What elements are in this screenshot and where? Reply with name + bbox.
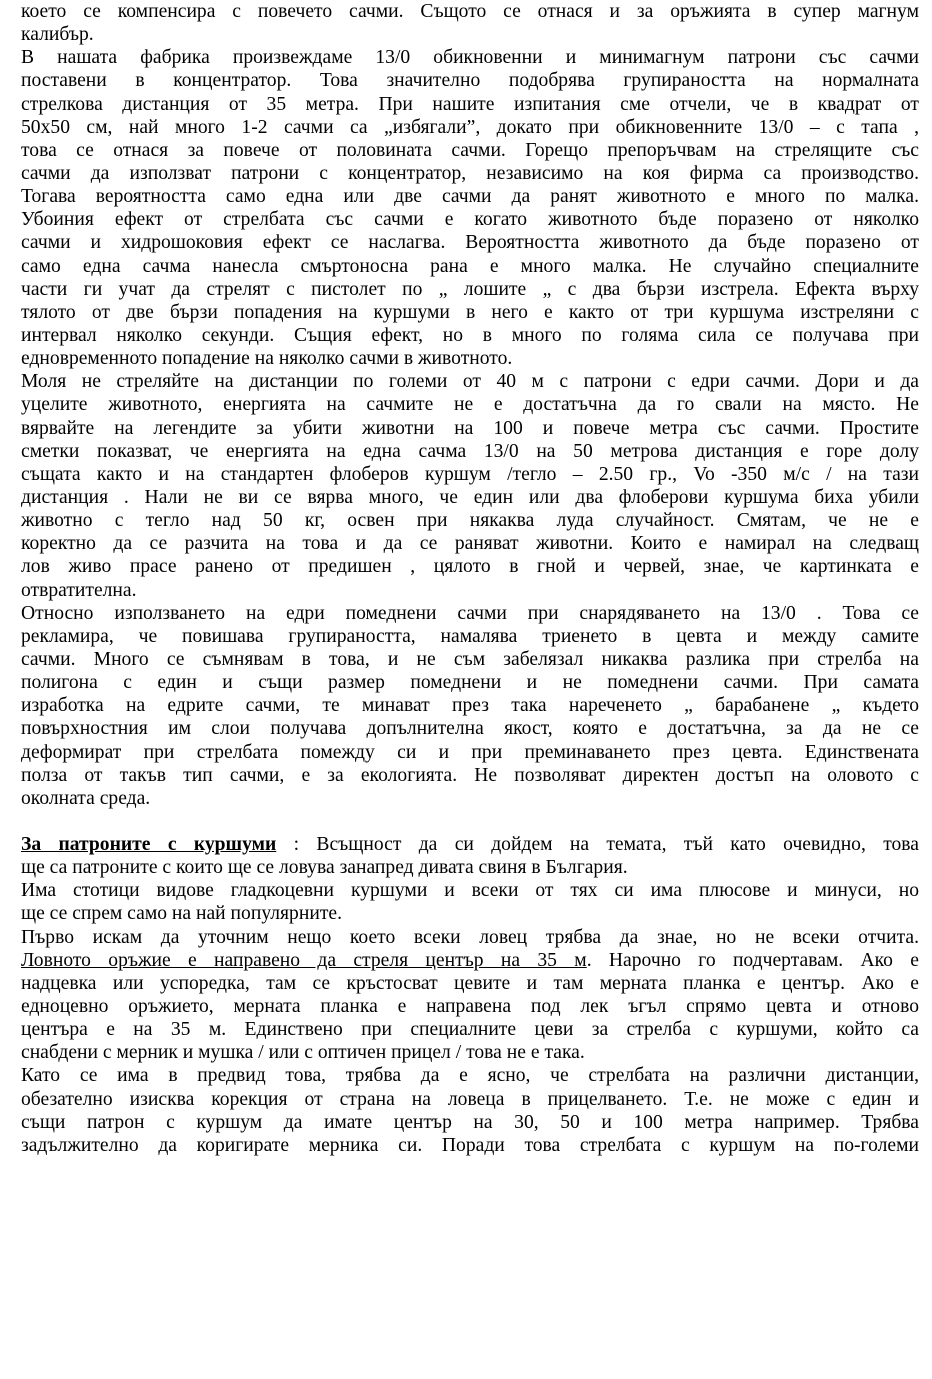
text-line: обезателно изисква корекция от страна на ловеца в прицелването. Т.е. не може с един и: [21, 1088, 919, 1110]
text-line: което се компенсира с повечето сачми. Същото се отнася и за оръжията в супер магнум: [21, 1, 919, 22]
text-line: стрелкова дистанция от 35 метра. При нашите изпитания сме отчели, че в квадрат от: [21, 93, 919, 115]
text-line: Относно използването на едри помеднени сачми при снарядяването на 13/0 . Това се: [21, 602, 919, 624]
text-line: [21, 833, 919, 856]
text-line: центъра е на 35 м. Единствено при специалните цеви за стрелба с куршуми, който са: [21, 1019, 919, 1041]
text-line: рекламира, че повишава групираността, намалява триенето в цевта и между самите: [21, 625, 919, 647]
paragraph-4: [21, 602, 919, 810]
text-line: коректно да се разчита на това и да се раняват животни. Които е намирал на следващ: [21, 533, 919, 555]
text-line: деформират при стрелбата помежду си и при преминаването през цевта. Единствената: [21, 741, 919, 763]
text-line: Убоиния ефект от стрелбата със сачми е когато животното бъде поразено от няколко: [21, 209, 919, 231]
text-line: сачми да използват патрони с концентратор, независимо на коя фирма са производство.: [21, 162, 919, 184]
text-line: сачми и хидрошоковия ефект се наслагва. Вероятността животното да бъде поразено от: [21, 232, 919, 254]
underlined-statement: Ловното оръжие е направено да стреля център на 35 м: [21, 949, 587, 971]
text-line: отвратителна.: [21, 579, 137, 601]
text-line: Като се има в предвид това, трябва да е ясно, че стрелбата на различни дистанции,: [21, 1065, 919, 1087]
text-line: това се отнася за повече от половината сачми. Горещо препоръчвам на стрелящите със: [21, 139, 919, 161]
paragraph-8: [21, 1064, 919, 1157]
blank-line: [21, 810, 919, 833]
text-line: полза от такъв тип сачми, е за екологията. Не позволяват директен достъп на оловото с: [21, 764, 919, 786]
section-heading: За патроните с куршуми: [21, 834, 277, 856]
text-line: части ги учат да стрелят с пистолет по „ лошите „ с два бързи изстрела. Ефекта върху: [21, 278, 919, 300]
text-line: 50х50 см, най много 1-2 сачми са „избягали”, докато при обикновенните 13/0 – с тапа ,: [21, 116, 919, 138]
text-line: повърхностния им слои получава допълнителна якост, която е достатъчна, за да не се: [21, 718, 919, 740]
text-line: снабдени с мерник и мушка / или с оптичен прицел / това не е така.: [21, 1042, 585, 1064]
text-line: поставени в концентратор. Това значително подобрява групираността на нормалната: [21, 70, 919, 92]
text-line: полигона с един и същи размер помеднени и не помеднени сачми. При самата: [21, 672, 919, 694]
text-line: Първо искам да уточним нещо което всеки ловец трябва да знае, но не всеки отчита.: [21, 926, 919, 948]
document-page: [21, 0, 919, 1157]
text-line: [21, 949, 919, 972]
text-line: тялото от две бързи попадения на куршуми в него е както от три куршума изстреляни с: [21, 301, 919, 323]
paragraph-7: [21, 926, 919, 1065]
text-line: едновременното попадение на няколко сачми в животното.: [21, 348, 513, 370]
paragraph-6: [21, 879, 919, 925]
text-line: Моля не стреляйте на дистанции по големи от 40 м с патрони с едри сачми. Дори и да: [21, 371, 919, 393]
text-line: животно с тегло над 50 кг, освен при някаква луда случайност. Смятам, че не е: [21, 510, 919, 532]
text-span: . Нарочно го подчертавам. Ако е: [586, 949, 919, 971]
paragraph-3: [21, 370, 919, 601]
text-line: уцелите животното, енергията на сачмите не е достатъчна да го свали на място. Не: [21, 394, 919, 416]
text-line: сачми. Много се съмнявам в това, и не съм забелязал никаква разлика при стрелба на: [21, 648, 919, 670]
text-line: В нашата фабрика произвеждаме 13/0 обикновенни и минимагнум патрони със сачми: [21, 47, 919, 69]
text-line: лов живо прасе ранено от предишен , цялото в гной и червей, знае, че картинката е: [21, 556, 919, 578]
text-line: околната среда.: [21, 787, 151, 809]
text-line: едноцевно оръжието, мерната планка е направена под лек ъгъл спрямо цевта и отново: [21, 996, 919, 1018]
section-bullets: [21, 833, 919, 879]
text-line: Има стотици видове гладкоцевни куршуми и всеки от тях си има плюсове и минуси, но: [21, 880, 919, 902]
text-line: ще са патроните с които ще се ловува занапред дивата свиня в България.: [21, 857, 628, 879]
text-line: само една сачма нанесла смъртоносна рана е много малка. Не случайно специалните: [21, 255, 919, 277]
paragraph-1: [21, 0, 919, 46]
text-line: вярвайте на легендите за убити животни на 100 и повече метра със сачми. Простите: [21, 417, 919, 439]
text-line: калибър.: [21, 24, 94, 46]
text-line: Тогава вероятността само една или две сачми да ранят животното е много по малка.: [21, 186, 919, 208]
text-line: интервал няколко секунди. Същия ефект, но в много по голяма сила се получава при: [21, 324, 919, 346]
text-line: същата както и на стандартен флоберов куршум /тегло – 2.50 гр., Vo -350 м/с / на тази: [21, 463, 919, 485]
text-line: същи патрон с куршум да имате център на 30, 50 и 100 метра например. Трябва: [21, 1111, 919, 1133]
paragraph-2: [21, 46, 919, 370]
text-line: задължително да коригирате мерника си. Поради това стрелбата с куршум на по-големи: [21, 1134, 919, 1156]
text-line: ще се спрем само на най популярните.: [21, 903, 342, 925]
text-span: : Всъщност да си дойдем на темата, тъй като очевидно, това: [276, 834, 919, 856]
text-line: дистанция . Нали не ви се вярва много, че един или два флоберови куршума биха убили: [21, 486, 919, 508]
text-line: сметки показват, че енергията на една сачма 13/0 на 50 метрова дистанция е горе долу: [21, 440, 919, 462]
text-line: надцевка или успоредка, там се кръстосват цевите и там мерната планка е център. Ако е: [21, 972, 919, 994]
text-line: изработка на едрите сачми, те минават през така нареченето „ барабанене „ където: [21, 695, 919, 717]
